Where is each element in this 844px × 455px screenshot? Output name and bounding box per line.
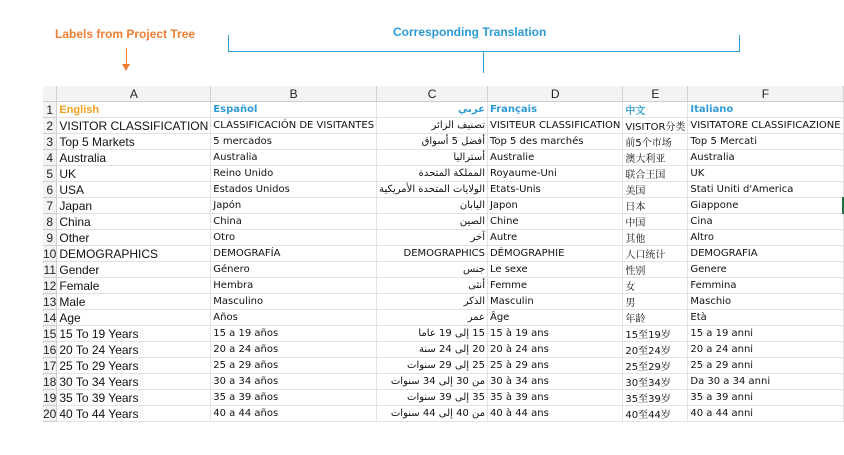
table-row xyxy=(43,150,843,166)
table-row xyxy=(43,166,843,182)
cell-f[interactable]: Altro xyxy=(688,230,843,246)
cell-c[interactable]: تصنيف الزائر xyxy=(377,118,488,134)
column-header-e[interactable]: E xyxy=(623,86,688,102)
cell-f[interactable]: Cina xyxy=(688,214,843,230)
down-arrow-icon xyxy=(122,64,130,71)
row-header[interactable]: 13 xyxy=(43,294,57,309)
cell-f[interactable]: VISITATORE CLASSIFICAZIONE xyxy=(688,118,843,134)
table-row xyxy=(43,406,843,422)
table-row xyxy=(43,198,843,214)
cell-b[interactable]: 35 a 39 años xyxy=(211,390,377,406)
cell-a[interactable]: Japan xyxy=(57,198,211,214)
cell-b[interactable]: Estados Unidos xyxy=(211,182,377,198)
cell-c[interactable]: 25 إلى 29 سنوات xyxy=(377,358,488,374)
row-header[interactable]: 19 xyxy=(43,390,57,405)
cell-e[interactable]: 女 xyxy=(623,278,688,294)
table-row xyxy=(43,278,843,294)
row-header[interactable]: 1 xyxy=(43,102,57,118)
table-row xyxy=(43,390,843,406)
callout-corresponding-translation: Corresponding Translation xyxy=(393,25,547,39)
cell-d[interactable]: Royaume-Uni xyxy=(487,166,622,182)
table-row xyxy=(43,358,843,374)
cell-d[interactable]: Âge xyxy=(487,310,622,326)
select-all-corner[interactable] xyxy=(43,86,57,102)
cell-a[interactable]: 40 To 44 Years xyxy=(57,406,211,422)
cell-f[interactable]: Stati Uniti d'America xyxy=(688,182,843,198)
table-row xyxy=(43,102,843,118)
cell-b[interactable]: China xyxy=(211,214,377,230)
cell-d[interactable]: 35 à 39 ans xyxy=(487,390,622,406)
cell-e[interactable]: 40至44岁 xyxy=(623,406,688,422)
row-header[interactable]: 16 xyxy=(43,342,57,357)
cell-a[interactable]: 30 To 34 Years xyxy=(57,374,211,390)
cell-a[interactable]: Other xyxy=(57,230,211,246)
cell-e[interactable]: 男 xyxy=(623,294,688,310)
callout-labels-from-project-tree: Labels from Project Tree xyxy=(55,27,196,41)
cell-b[interactable]: Reino Unido xyxy=(211,166,377,182)
cell-f[interactable]: Top 5 Mercati xyxy=(688,134,843,150)
cell-d[interactable]: 40 à 44 ans xyxy=(487,406,622,422)
cell-c[interactable]: 20 إلى 24 سنة xyxy=(377,342,488,358)
cell-f[interactable]: Genere xyxy=(688,262,843,278)
table-row xyxy=(43,262,843,278)
cell-a[interactable]: USA xyxy=(57,182,211,198)
cell-b[interactable]: CLASSIFICACIÓN DE VISITANTES xyxy=(211,118,377,134)
cell-b[interactable]: 20 a 24 años xyxy=(211,342,377,358)
table-row xyxy=(43,326,843,342)
cell-e[interactable]: 15至19岁 xyxy=(623,326,688,342)
cell-b[interactable]: Otro xyxy=(211,230,377,246)
cell-f[interactable]: 40 a 44 anni xyxy=(688,406,843,422)
cell-b[interactable]: 5 mercados xyxy=(211,134,377,150)
cell-c[interactable]: 15 إلى 19 عاما xyxy=(377,326,488,342)
column-header-row xyxy=(43,86,843,102)
table-row xyxy=(43,246,843,262)
cell-e[interactable]: 25至29岁 xyxy=(623,358,688,374)
cell-a[interactable]: English xyxy=(57,102,211,118)
row-header[interactable]: 10 xyxy=(43,246,57,261)
cell-d[interactable]: Le sexe xyxy=(487,262,622,278)
cell-a[interactable]: Age xyxy=(57,310,211,326)
cell-c[interactable]: المملكة المتحدة xyxy=(377,166,488,182)
cell-f[interactable]: Italiano xyxy=(688,102,843,118)
cell-d[interactable]: 15 à 19 ans xyxy=(487,326,622,342)
cell-f[interactable]: 20 a 24 anni xyxy=(688,342,843,358)
cell-c[interactable]: عمر xyxy=(377,310,488,326)
cell-b[interactable]: Masculino xyxy=(211,294,377,310)
cell-e[interactable]: 20至24岁 xyxy=(623,342,688,358)
cell-e[interactable]: 美国 xyxy=(623,182,688,198)
row-header[interactable]: 3 xyxy=(43,134,57,150)
cell-d[interactable]: Femme xyxy=(487,278,622,294)
cell-d[interactable]: Autre xyxy=(487,230,622,246)
cell-f[interactable]: DEMOGRAFIA xyxy=(688,246,843,262)
cell-b[interactable]: 40 a 44 años xyxy=(211,406,377,422)
row-header[interactable]: 6 xyxy=(43,182,57,198)
table-row xyxy=(43,134,843,150)
row-header[interactable]: 20 xyxy=(43,406,57,421)
cell-c[interactable]: من 30 إلى 34 سنوات xyxy=(377,374,488,390)
column-header-b[interactable]: B xyxy=(211,86,377,102)
cell-b[interactable]: Hembra xyxy=(211,278,377,294)
column-header-c[interactable]: C xyxy=(377,86,488,102)
cell-f[interactable]: Da 30 a 34 anni xyxy=(688,374,843,390)
cell-c[interactable]: عربي xyxy=(377,102,488,118)
row-header[interactable]: 9 xyxy=(43,230,57,246)
cell-e[interactable]: 前5个市场 xyxy=(623,134,688,150)
row-header[interactable]: 12 xyxy=(43,278,57,293)
cell-f[interactable]: Età xyxy=(688,310,843,326)
table-row xyxy=(43,214,843,230)
cell-c[interactable]: الذكر xyxy=(377,294,488,310)
cell-b[interactable]: Género xyxy=(211,262,377,278)
cell-d[interactable]: DÉMOGRAPHIE xyxy=(487,246,622,262)
table-row xyxy=(43,182,843,198)
cell-d[interactable]: Chine xyxy=(487,214,622,230)
row-header[interactable]: 7 xyxy=(43,198,57,214)
column-header-d[interactable]: D xyxy=(487,86,622,102)
cell-c[interactable]: جنس xyxy=(377,262,488,278)
cell-d[interactable]: Top 5 des marchés xyxy=(487,134,622,150)
cell-a[interactable]: 25 To 29 Years xyxy=(57,358,211,374)
cell-d[interactable]: Australie xyxy=(487,150,622,166)
translation-bracket xyxy=(228,35,740,52)
cell-a[interactable]: 35 To 39 Years xyxy=(57,390,211,406)
table-row xyxy=(43,118,843,134)
cell-a[interactable]: Male xyxy=(57,294,211,310)
cell-b[interactable]: Australia xyxy=(211,150,377,166)
row-header[interactable]: 2 xyxy=(43,118,57,134)
cell-a[interactable]: DEMOGRAPHICS xyxy=(57,246,211,262)
cell-a[interactable]: Australia xyxy=(57,150,211,166)
cell-e[interactable]: 30至34岁 xyxy=(623,374,688,390)
cell-a[interactable]: 15 To 19 Years xyxy=(57,326,211,342)
cell-d[interactable]: 20 à 24 ans xyxy=(487,342,622,358)
cell-e[interactable]: 35至39岁 xyxy=(623,390,688,406)
cell-c[interactable]: أنثى xyxy=(377,278,488,294)
table-row xyxy=(43,310,843,326)
row-header[interactable]: 15 xyxy=(43,326,57,341)
cell-a[interactable]: UK xyxy=(57,166,211,182)
cell-e[interactable]: 其他 xyxy=(623,230,688,246)
cell-f[interactable]: Femmina xyxy=(688,278,843,294)
cell-a[interactable]: China xyxy=(57,214,211,230)
cell-f[interactable]: 25 a 29 anni xyxy=(688,358,843,374)
row-header[interactable]: 11 xyxy=(43,262,56,277)
translation-bracket-stem xyxy=(483,51,484,73)
cell-e[interactable]: 人口统计 xyxy=(623,246,688,262)
cell-b[interactable]: 15 a 19 años xyxy=(211,326,377,342)
cell-f[interactable]: Giappone xyxy=(688,198,843,214)
cell-c[interactable]: الولايات المتحدة الأمريكية xyxy=(377,182,488,198)
cell-f[interactable]: 15 a 19 anni xyxy=(688,326,843,342)
row-header[interactable]: 18 xyxy=(43,374,57,389)
cell-d[interactable]: 30 à 34 ans xyxy=(487,374,622,390)
table-row xyxy=(43,294,843,310)
cell-c[interactable]: من 40 إلى 44 سنوات xyxy=(377,406,488,422)
cell-d[interactable]: VISITEUR CLASSIFICATION xyxy=(487,118,622,134)
cell-a[interactable]: Top 5 Markets xyxy=(57,134,211,150)
cell-c[interactable]: آخر xyxy=(377,230,488,246)
cell-c[interactable]: أستراليا xyxy=(377,150,488,166)
cell-a[interactable]: Female xyxy=(57,278,211,294)
cell-d[interactable]: 25 à 29 ans xyxy=(487,358,622,374)
cell-a[interactable]: VISITOR CLASSIFICATION xyxy=(57,118,211,134)
row-header[interactable]: 5 xyxy=(43,166,57,182)
table-row xyxy=(43,374,843,390)
row-header[interactable]: 17 xyxy=(43,358,57,373)
cell-e[interactable]: 中国 xyxy=(623,214,688,230)
column-header-f[interactable]: F xyxy=(688,86,843,102)
spreadsheet-grid xyxy=(43,86,844,422)
column-header-a[interactable]: A xyxy=(57,86,211,102)
cell-b[interactable]: Español xyxy=(211,102,377,118)
table-row xyxy=(43,230,843,246)
cell-e[interactable]: 日本 xyxy=(623,198,688,214)
cell-a[interactable]: 20 To 24 Years xyxy=(57,342,211,358)
cell-e[interactable]: 中文 xyxy=(623,102,688,118)
cell-e[interactable]: 联合王国 xyxy=(623,166,688,182)
cell-c[interactable]: 35 إلى 39 سنوات xyxy=(377,390,488,406)
cell-f[interactable]: Maschio xyxy=(688,294,843,310)
cell-d[interactable]: Japon xyxy=(487,198,622,214)
cell-b[interactable]: 25 a 29 años xyxy=(211,358,377,374)
cell-c[interactable]: اليابان xyxy=(377,198,488,214)
cell-b[interactable]: DEMOGRAFÍA xyxy=(211,246,377,262)
row-header[interactable]: 4 xyxy=(43,150,57,166)
table-row xyxy=(43,342,843,358)
row-header[interactable]: 8 xyxy=(43,214,57,230)
cell-a[interactable]: Gender xyxy=(57,262,211,278)
cell-e[interactable]: VISITOR分类 xyxy=(623,118,688,134)
cell-c[interactable]: DEMOGRAPHICS xyxy=(377,246,488,262)
cell-f[interactable]: 35 a 39 anni xyxy=(688,390,843,406)
cell-e[interactable]: 澳大利亚 xyxy=(623,150,688,166)
cell-b[interactable]: Años xyxy=(211,310,377,326)
cell-d[interactable]: Etats-Unis xyxy=(487,182,622,198)
cell-d[interactable]: Français xyxy=(487,102,622,118)
cell-d[interactable]: Masculin xyxy=(487,294,622,310)
cell-b[interactable]: 30 a 34 años xyxy=(211,374,377,390)
cell-e[interactable]: 性别 xyxy=(623,262,688,278)
cell-f[interactable]: Australia xyxy=(688,150,843,166)
cell-e[interactable]: 年龄 xyxy=(623,310,688,326)
cell-c[interactable]: أفضل 5 أسواق xyxy=(377,134,488,150)
row-header[interactable]: 14 xyxy=(43,310,57,325)
cell-f[interactable]: UK xyxy=(688,166,843,182)
cell-b[interactable]: Japón xyxy=(211,198,377,214)
cell-c[interactable]: الصين xyxy=(377,214,488,230)
